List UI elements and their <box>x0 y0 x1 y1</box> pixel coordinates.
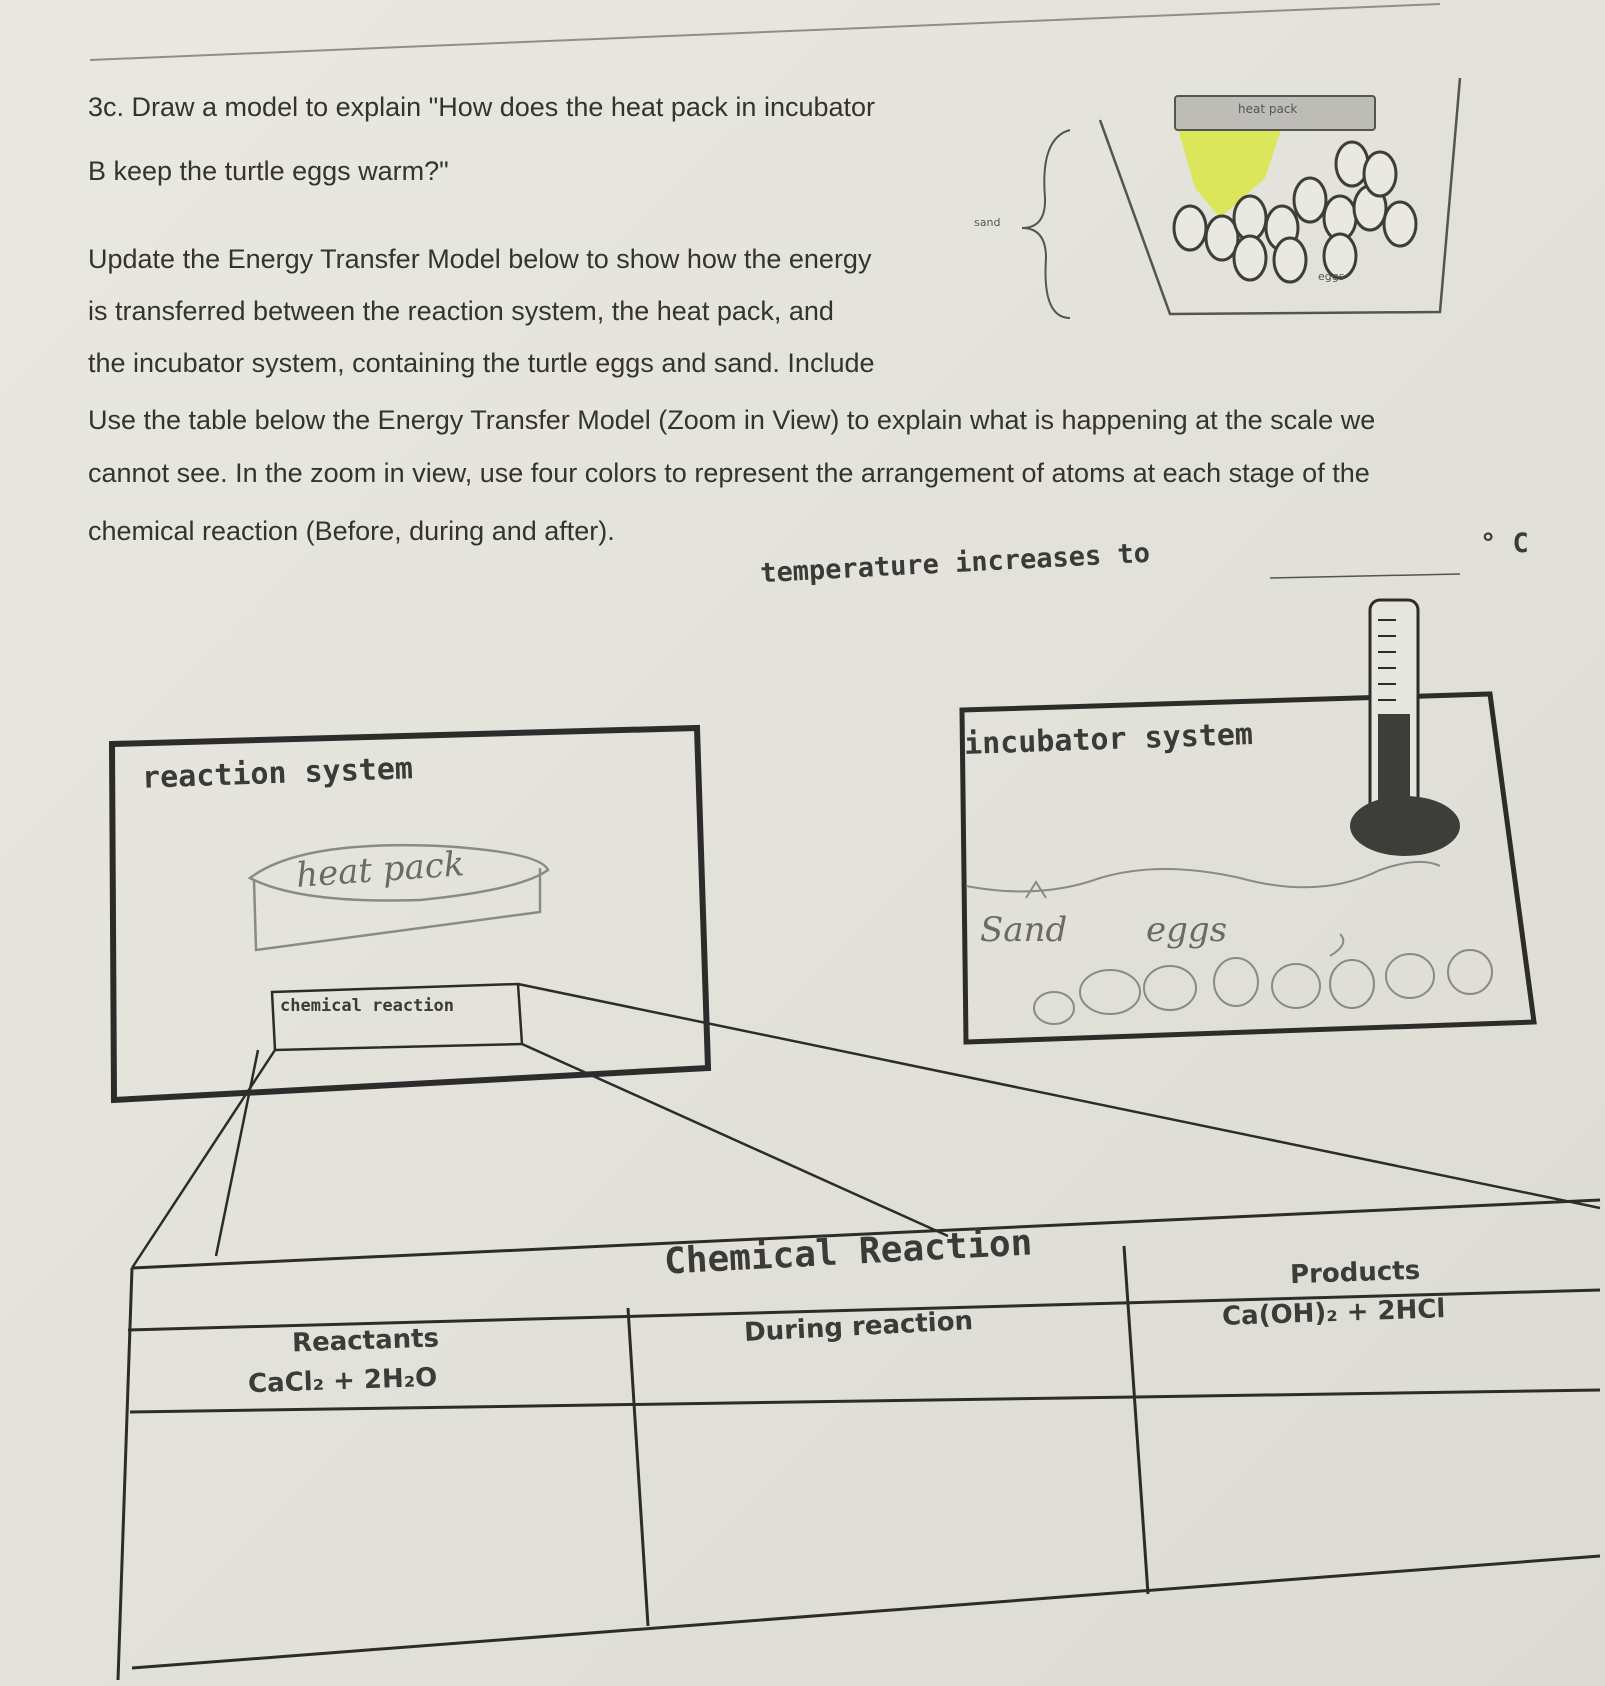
question-line-1: 3c. Draw a model to explain "How does the heat pack in incubator <box>88 92 876 122</box>
products-formula: Ca(OH)₂ + 2HCl <box>1221 1294 1446 1332</box>
question-line-8: chemical reaction (Before, during and after). <box>88 516 615 546</box>
products-header: Products <box>1289 1255 1421 1291</box>
incubator-system-label: incubator system <box>963 716 1254 763</box>
question-line-5: the incubator system, containing the turtle eggs and sand. Include <box>88 348 875 378</box>
handwritten-heat-pack: heat pack <box>294 844 466 896</box>
handwritten-eggs: eggs <box>1146 910 1228 950</box>
chemical-reaction-label: chemical reaction <box>280 996 454 1016</box>
handwritten-sand: Sand <box>980 910 1068 950</box>
table-title: Chemical Reaction <box>663 1222 1034 1283</box>
degree-unit: ° C <box>1480 528 1529 559</box>
question-line-6: Use the table below the Energy Transfer Model (Zoom in View) to explain what is happening at the scale we <box>88 405 1376 435</box>
sand-label: sand <box>974 216 1001 229</box>
question-line-2: B keep the turtle eggs warm?" <box>88 156 449 186</box>
eggs-label: eggs <box>1318 270 1345 283</box>
heat-pack-label: heat pack <box>1238 102 1298 116</box>
question-line-4: is transferred between the reaction system, the heat pack, and <box>88 296 834 326</box>
during-reaction-header: During reaction <box>743 1306 974 1348</box>
question-line-3: Update the Energy Transfer Model below to show how the energy <box>88 244 872 274</box>
temperature-text: temperature increases to <box>759 537 1151 590</box>
reactants-header: Reactants <box>291 1323 440 1359</box>
question-line-7: cannot see. In the zoom in view, use four colors to represent the arrangement of atoms at each stage of the <box>88 458 1370 488</box>
reaction-system-label: reaction system <box>141 751 414 796</box>
reactants-formula: CaCl₂ + 2H₂O <box>247 1362 438 1400</box>
